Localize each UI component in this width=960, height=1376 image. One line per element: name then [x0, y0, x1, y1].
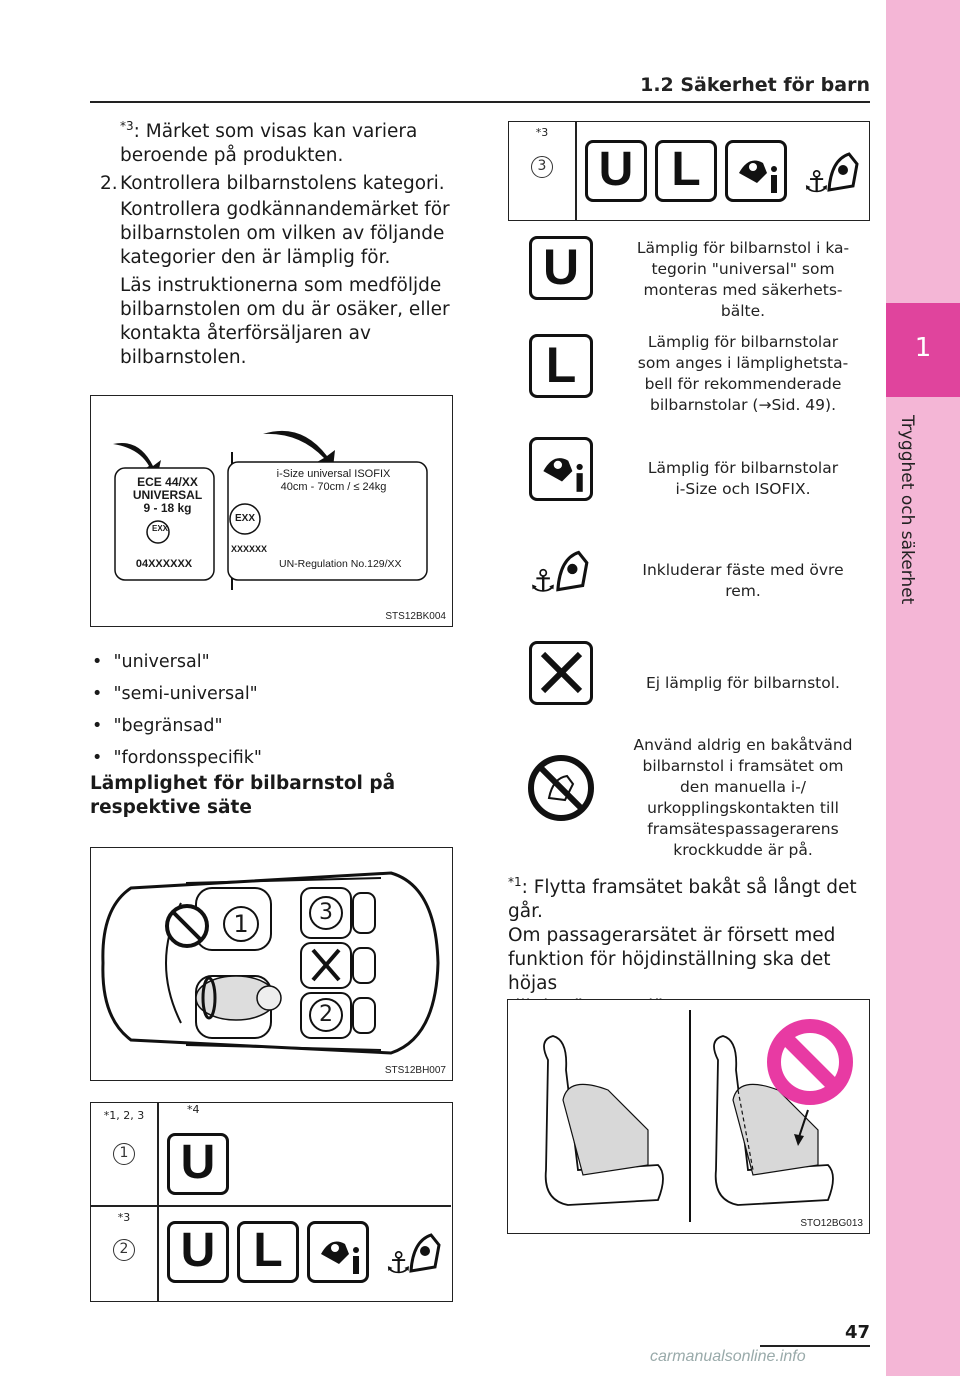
- seat-number: 2: [113, 1239, 135, 1261]
- isize-isofix-icon: [725, 140, 787, 202]
- left-approval-label: ECE 44/XX UNIVERSAL 9 - 18 kg: [132, 475, 203, 515]
- right-approval-number: XXXXXX: [231, 544, 268, 554]
- top-tether-icon: [526, 538, 596, 602]
- figure-code: STO12BG013: [800, 1218, 863, 1229]
- approval-label-figure: [90, 395, 453, 627]
- section-heading: Lämplighet för bilbarnstol på respektive säte: [90, 773, 396, 818]
- chapter-sidebar: [886, 0, 960, 1376]
- legend-description: Ej lämplig för bilbarnstol.: [646, 674, 840, 692]
- cross-icon: [529, 641, 593, 705]
- list-item: • "semi-universal": [92, 684, 258, 704]
- universal-icon: U: [167, 1221, 229, 1283]
- universal-icon: U: [529, 236, 593, 300]
- step-number: 2.: [100, 173, 118, 194]
- svg-text:⚓: ⚓: [385, 1246, 412, 1281]
- seat-number: 1: [113, 1143, 135, 1165]
- row-note: *3: [535, 126, 549, 139]
- chapter-title: Trygghet och säkerhet: [897, 415, 917, 605]
- car-seat-diagram: [90, 847, 453, 1081]
- right-approval-label: i-Size universal ISOFIX 40cm - 70cm / ≤ 24kg: [276, 468, 391, 493]
- universal-icon: U: [585, 140, 647, 202]
- legend-description: Lämplig för bilbarnstol i ka- tegorin "universal" som monteras med säkerhets- bälte.: [636, 239, 850, 320]
- svg-text:⚓: ⚓: [803, 165, 830, 200]
- svg-text:⚓: ⚓: [529, 563, 557, 600]
- step-title: Kontrollera bilbarnstolens kategori.: [120, 173, 445, 194]
- footer-divider: [760, 1345, 870, 1347]
- legend-description: Lämplig för bilbarnstolar som anges i lämplighetsta- bell för rekommenderade bilbarnstolar (→Sid. 49).: [637, 333, 849, 414]
- regulation-text: UN-Regulation No.129/XX: [279, 558, 402, 570]
- isize-isofix-icon: [529, 437, 593, 501]
- header-divider: [90, 101, 870, 103]
- top-tether-icon: [381, 1221, 447, 1283]
- seat-adjust-figure: [507, 999, 870, 1234]
- note-3: $^{*3}$: Märket som visas kan variera beroende på produkten.: [120, 118, 418, 166]
- top-tether-icon: [799, 140, 865, 202]
- limited-icon: L: [655, 140, 717, 202]
- list-item: • "begränsad": [92, 716, 223, 736]
- section-title: 1.2 Säkerhet för barn: [640, 74, 870, 96]
- seat-drawing: [508, 1000, 868, 1232]
- legend-description: Inkluderar fäste med övre rem.: [642, 561, 844, 600]
- seat-1-marker: 1: [223, 906, 259, 942]
- page-number: 47: [844, 1322, 870, 1343]
- limited-icon: L: [529, 334, 593, 398]
- universal-icon: U: [167, 1133, 229, 1195]
- no-rearward-seat-icon: [527, 754, 595, 822]
- row-note: *3: [117, 1211, 131, 1224]
- seat-2-marker: 2: [309, 998, 343, 1032]
- limited-icon: L: [237, 1221, 299, 1283]
- legend-description: Lämplig för bilbarnstolar i-Size och ISOFIX.: [647, 459, 839, 498]
- list-item: • "universal": [92, 652, 210, 672]
- seat-3-marker: 3: [309, 896, 343, 930]
- e-mark-left: EXX: [151, 524, 168, 533]
- row-note: *1, 2, 3: [103, 1109, 145, 1122]
- chapter-number: 1: [914, 333, 932, 363]
- figure-code: STS12BK004: [385, 611, 446, 622]
- left-approval-number: 04XXXXXX: [135, 558, 193, 570]
- list-item: • "fordonsspecifik": [92, 748, 262, 768]
- category-list: [92, 646, 452, 774]
- seat-number: 3: [531, 156, 553, 178]
- col-note: *4: [187, 1103, 200, 1116]
- figure-code: STS12BH007: [384, 1065, 446, 1076]
- note-1: $^{*1}$: Flytta framsätet bakåt så långt det går. Om passagerarsätet är försett med funktion för höjdinställning ska det höjas: [508, 874, 857, 994]
- legend-description: Använd aldrig en bakåtvänd bilbarnstol i framsätet om den manuella i-/ urkopplingskontakten till framsätespassagerarens krockkudde är på.: [633, 736, 853, 859]
- seat-table-right: [508, 121, 870, 221]
- isize-isofix-icon: [307, 1221, 369, 1283]
- e-mark-right: EXX: [234, 513, 255, 524]
- watermark[interactable]: carmanualsonline.info: [650, 1348, 806, 1365]
- seat-table-left: [90, 1102, 453, 1302]
- step-paragraph-1: Kontrollera godkännandemärket för bilbarnstolen om vilken av följande kategorier den är lämplig för.: [120, 199, 450, 268]
- step-paragraph-2: Läs instruktionerna som medföljde bilbarnstolen om du är osäker, eller kontakta återförsäljaren av bilbarnstolen.: [120, 275, 450, 368]
- car-top-view: [91, 848, 451, 1079]
